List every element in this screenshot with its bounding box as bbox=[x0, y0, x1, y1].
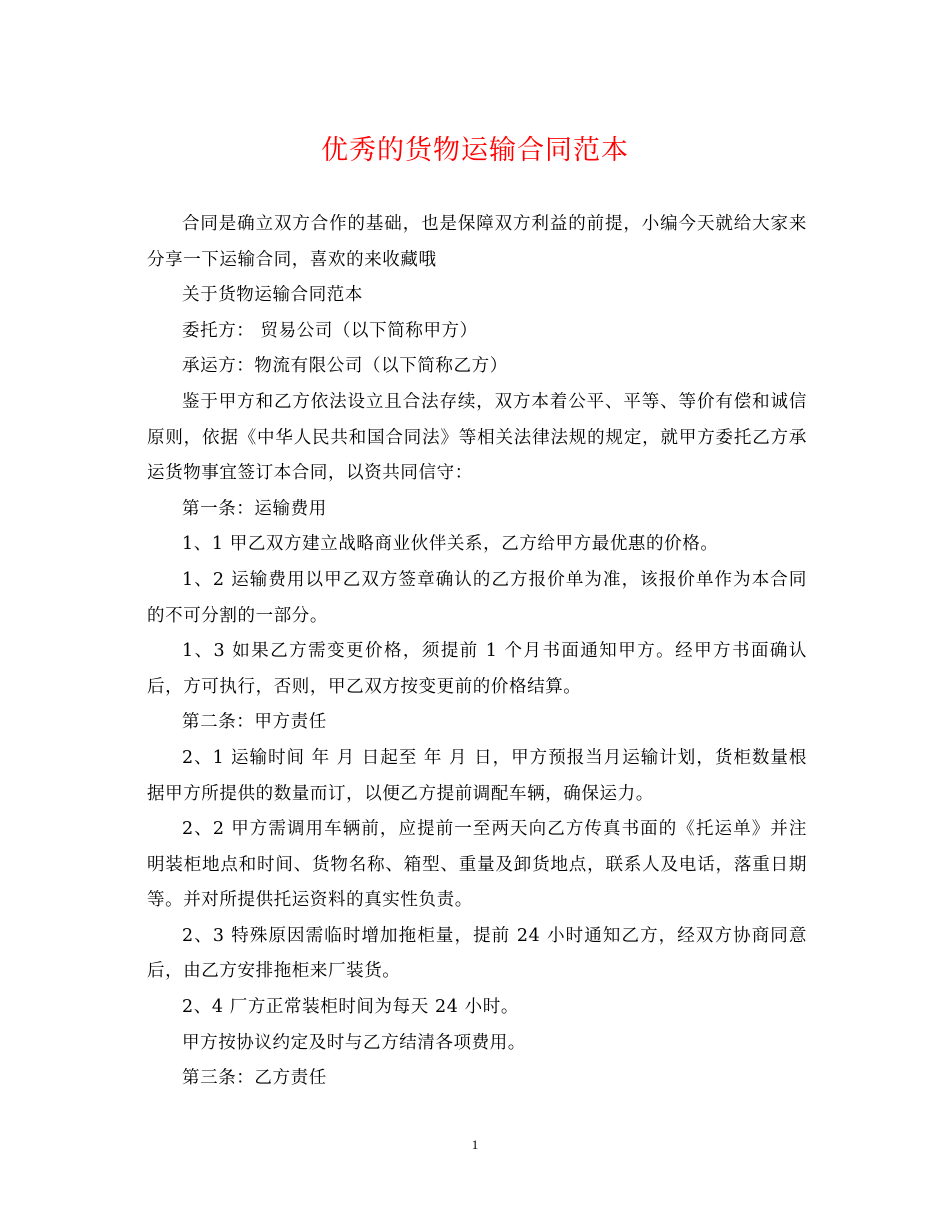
clause-1-3: 1、3 如果乙方需变更价格，须提前 1 个月书面通知甲方。经甲方书面确认后，方可执行，否则，甲乙双方按变更前的价格结算。 bbox=[147, 641, 807, 697]
clause-2-2: 2、2 甲方需调用车辆前，应提前一至两天向乙方传真书面的《托运单》并注明装柜地点和时间、货物名称、箱型、重量及卸货地点，联系人及电话，落重日期等。并对所提供托运资料的真实性负责。 bbox=[147, 819, 807, 911]
document-title: 优秀的货物运输合同范本 bbox=[321, 135, 629, 166]
paragraph-carrier: 承运方：物流有限公司（以下简称乙方） bbox=[182, 356, 508, 377]
clause-2-4: 2、4 厂方正常装柜时间为每天 24 小时。 bbox=[182, 997, 519, 1018]
section-heading-1: 第一条：运输费用 bbox=[182, 498, 327, 519]
clause-2-1: 2、1 运输时间 年 月 日起至 年 月 日，甲方预报当月运输计划，货柜数量根据甲方所提供的数量而订，以便乙方提前调配车辆，确保运力。 bbox=[147, 747, 807, 804]
clause-2-3: 2、3 特殊原因需临时增加拖柜量，提前 24 小时通知乙方，经双方协商同意后，由乙方安排拖柜来厂装货。 bbox=[147, 925, 807, 982]
section-heading-2: 第二条：甲方责任 bbox=[182, 712, 327, 733]
page-number: 1 bbox=[471, 1137, 479, 1152]
clause-payment: 甲方按协议约定及时与乙方结清各项费用。 bbox=[182, 1032, 526, 1053]
paragraph-client: 委托方： 贸易公司（以下简称甲方） bbox=[182, 320, 478, 341]
paragraph-preamble: 鉴于甲方和乙方依法设立且合法存续，双方本着公平、平等、等价有偿和诚信原则，依据《中华人民共和国合同法》等相关法律法规的规定，就甲方委托乙方承运货物事宜签订本合同，以资共同信守： bbox=[147, 391, 807, 484]
clause-1-1: 1、1 甲乙双方建立战略商业伙伴关系，乙方给甲方最优惠的价格。 bbox=[182, 534, 719, 555]
document-body bbox=[147, 207, 807, 1097]
section-heading-3: 第三条：乙方责任 bbox=[182, 1068, 327, 1089]
paragraph-intro: 合同是确立双方合作的基础，也是保障双方利益的前提，小编今天就给大家来分享一下运输合同，喜欢的来收藏哦 bbox=[147, 214, 807, 270]
paragraph-heading-about: 关于货物运输合同范本 bbox=[182, 285, 363, 306]
clause-1-2: 1、2 运输费用以甲乙双方签章确认的乙方报价单为准，该报价单作为本合同的不可分割的一部分。 bbox=[147, 569, 807, 626]
